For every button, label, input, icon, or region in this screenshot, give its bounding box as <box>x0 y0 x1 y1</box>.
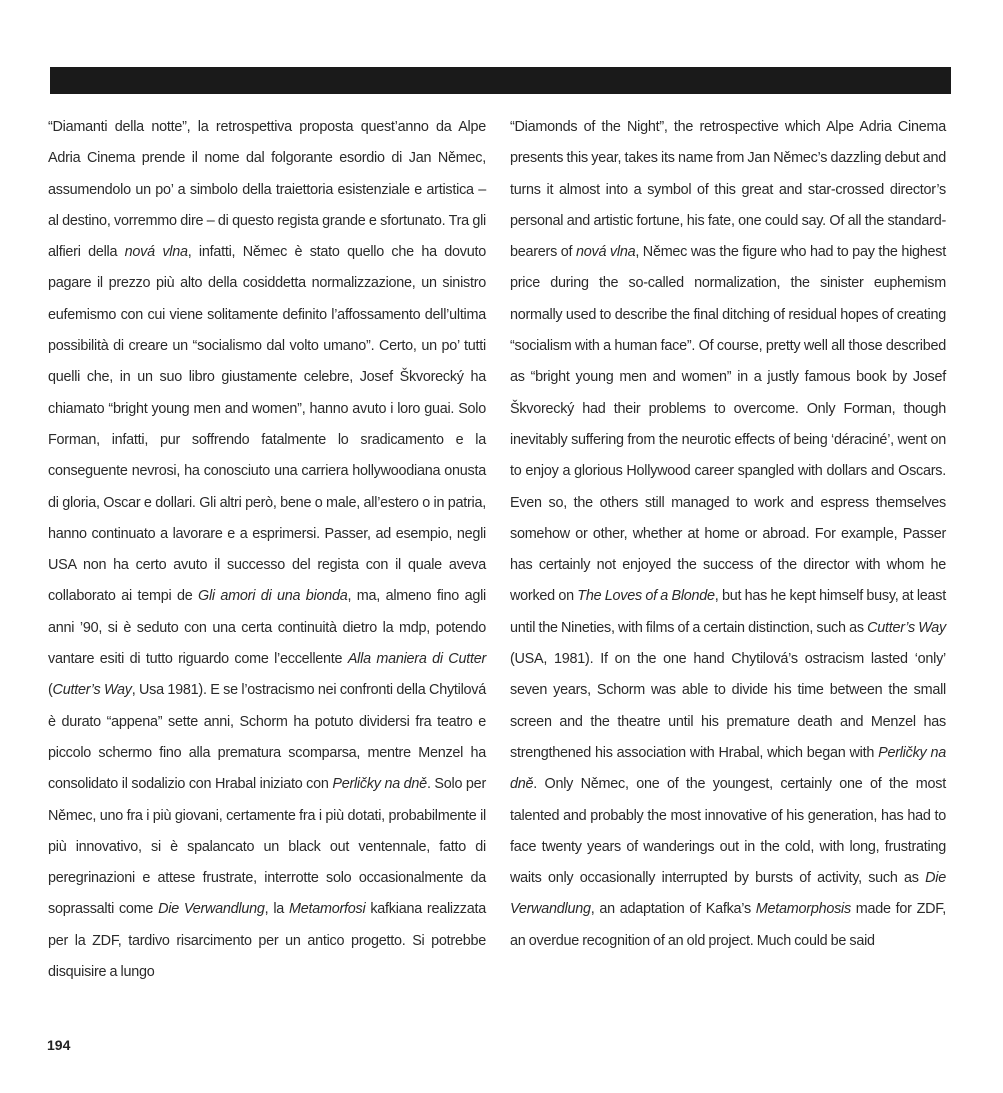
italic-title: Cutter’s Way <box>867 619 946 636</box>
text-run: , an adaptation of Kafka’s <box>590 901 756 918</box>
italic-title: Alla maniera di Cutter <box>347 651 486 668</box>
text-run: ( <box>48 682 53 699</box>
italic-title: The Loves of a Blonde <box>577 588 715 605</box>
text-run: . Only Němec, one of the youngest, certainly one of the most talented and probably the most innovative of his generation, has had to face twenty years of wanderings out in the cold, with long, frustrating waits only occasionally interrupted by bursts of activity, such as <box>510 776 946 887</box>
italian-column <box>48 112 486 988</box>
text-run: , ma, almeno fino agli anni ’90, si è seduto con una certa continuità dietro la mdp, potendo vantare esiti di tutto riguardo come l’eccellente <box>48 588 486 668</box>
english-paragraph <box>510 112 946 957</box>
italic-title: Perličky na dně <box>510 744 946 793</box>
text-run: , la <box>264 901 289 918</box>
text-run: “Diamonds of the Night”, the retrospective which Alpe Adria Cinema presents this year, takes its name from Jan Němec’s dazzling debut and turns it almost into a symbol of this great and star-crossed director’s personal and artistic fortune, his fate, one could say. Of all the standard-bearers of <box>510 119 946 261</box>
text-run: , infatti, Němec è stato quello che ha dovuto pagare il prezzo più alto della cosiddetta normalizzazione, un sinistro eufemismo con cui viene solitamente definito l’affossamento dell’ultima possibilità di creare un “socialismo dal volto umano”. Certo, un po’ tutti quelli che, in un suo libro giustamente celebre, Josef Škvorecký ha chiamato “bright young men and women”, hanno avuto i loro guai. Solo Forman, infatti, pur soffrendo fatalmente lo sradicamento e la conseguente nevrosi, ha conosciuto una carriera hollywoodiana onusta di gloria, Oscar e dollari. Gli altri però, bene o male, all’estero o in patria, hanno continuato a lavorare e a esprimersi. Passer, ad esempio, negli USA non ha certo avuto il successo del regista con il quale aveva collaborato ai tempi de <box>48 244 486 605</box>
italic-title: nová vlna <box>124 244 188 261</box>
text-run: “Diamanti della notte”, la retrospettiva proposta quest’anno da Alpe Adria Cinema prende il nome dal folgorante esordio di Jan Němec, assumendolo un po’ a simbolo della traiettoria esistenziale e artistica – al destino, vorremmo dire – di questo regista grande e sfortunato. Tra gli alfieri della <box>48 119 486 261</box>
italic-title: Metamorfosi <box>288 901 366 918</box>
page-number: 194 <box>47 1037 71 1053</box>
header-bar <box>50 67 951 94</box>
italic-title: Die Verwandlung <box>510 870 946 918</box>
italic-title: Perličky na dně <box>332 776 427 793</box>
text-run: . Solo per Němec, uno fra i più giovani, certamente fra i più dotati, probabilmente il più innovativo, si è spalancato un black out ventennale, fatto di peregrinazioni e attese frustrate, interrotte solo occasionalmente da soprassalti come <box>48 776 486 918</box>
text-run: , but has he kept himself busy, at least until the Nineties, with films of a certain distinction, such as <box>510 588 946 636</box>
italian-paragraph <box>48 112 486 988</box>
text-run: kafkiana realizzata per la ZDF, tardivo risarcimento per un antico progetto. Si potrebbe disquisire a lungo <box>48 901 486 981</box>
italic-title: Metamorphosis <box>755 901 851 918</box>
italic-title: nová vlna <box>576 244 636 261</box>
italic-title: Cutter’s Way <box>52 682 132 699</box>
text-run: (USA, 1981). If on the one hand Chytilová’s ostracism lasted ‘only’ seven years, Schorm was able to divide his time between the small screen and the theatre until his premature death and Menzel has strengthened his association with Hrabal, which began with <box>510 651 946 761</box>
italic-title: Gli amori di una bionda <box>198 588 348 605</box>
italic-title: Die Verwandlung <box>158 901 265 918</box>
text-run: , Němec was the figure who had to pay the highest price during the so-called normalization, the sinister euphemism normally used to describe the final ditching of residual hopes of creating “socialism with a human face”. Of course, pretty well all those described as “bright young men and women” in a justly famous book by Josef Škvorecký had their problems to overcome. Only Forman, though inevitably suffering from the neurotic effects of being ‘déraciné’, went on to enjoy a glorious Hollywood career spangled with dollars and Oscars. Even so, the others still managed to work and espress themselves somehow or other, whether at home or abroad. For example, Passer has certainly not enjoyed the success of the director with whom he worked on <box>510 244 946 605</box>
english-column <box>510 112 946 957</box>
text-run: , Usa 1981). E se l’ostracismo nei confronti della Chytilová è durato “appena” sette anni, Schorm ha potuto dividersi fra teatro e piccolo schermo fino alla prematura scomparsa, mentre Menzel ha consolidato il sodalizio con Hrabal iniziato con <box>48 682 486 793</box>
text-run: made for ZDF, an overdue recognition of an old project. Much could be said <box>510 901 946 949</box>
